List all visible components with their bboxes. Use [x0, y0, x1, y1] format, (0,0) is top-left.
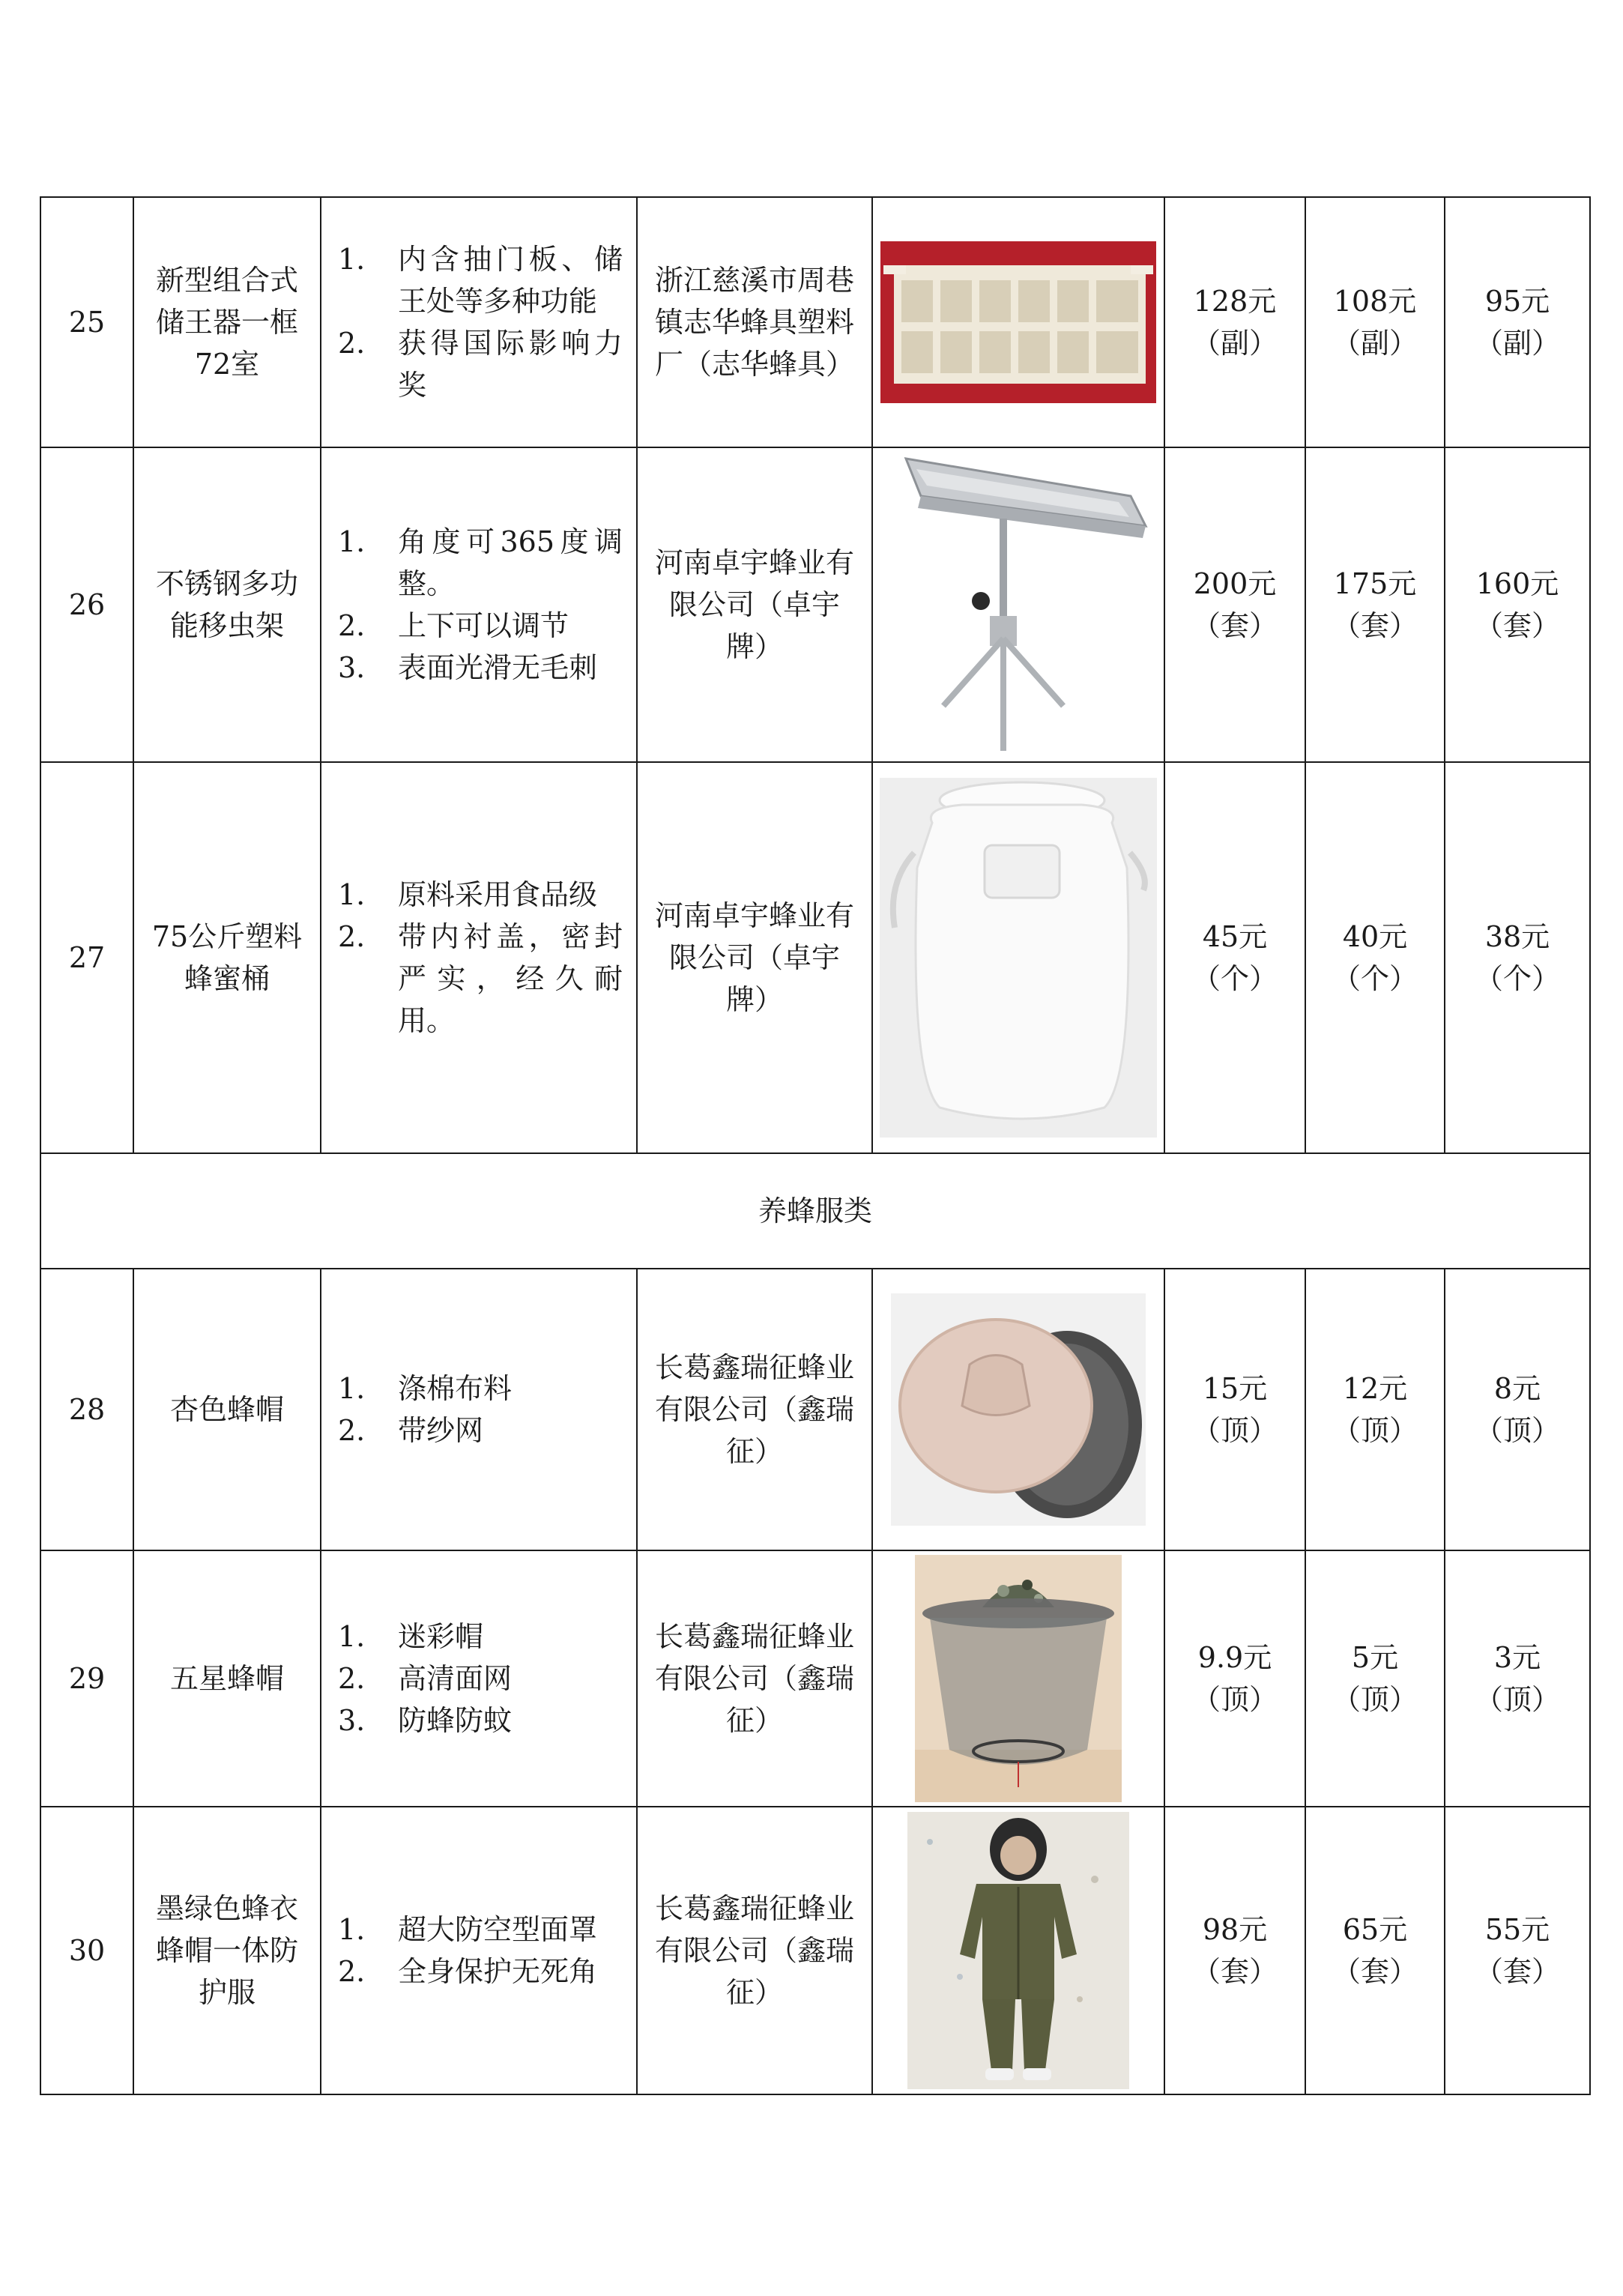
feature-item	[338, 1909, 623, 1951]
feature-item	[338, 605, 623, 647]
product-number: 28	[40, 1269, 133, 1550]
feature-item	[338, 1700, 623, 1741]
price-amount: 45元	[1202, 920, 1268, 953]
product-image-cell	[872, 447, 1164, 762]
feature-number: 2.	[338, 609, 366, 642]
price-amount: 8元	[1493, 1372, 1541, 1405]
price-unit: （个）	[1191, 962, 1278, 995]
price-unit: （顶）	[1332, 1414, 1418, 1447]
price-amount: 15元	[1202, 1372, 1268, 1405]
feature-text: 超大防空型面罩	[398, 1913, 598, 1946]
feature-item	[338, 322, 623, 406]
price-tier-2	[1305, 197, 1445, 447]
price-tier-3	[1445, 1550, 1590, 1807]
product-row	[40, 1807, 1590, 2094]
feature-text: 迷彩帽	[398, 1620, 484, 1653]
feature-number: 2.	[338, 1955, 366, 1988]
product-image-cell	[872, 1550, 1164, 1807]
price-tier-1	[1164, 1269, 1305, 1550]
price-unit: （个）	[1332, 962, 1418, 995]
queen-cage-frame-image	[880, 241, 1156, 403]
price-tier-2	[1305, 762, 1445, 1153]
feature-number: 1.	[338, 243, 366, 276]
feature-item	[338, 1658, 623, 1700]
product-features	[321, 1807, 637, 2094]
supplier: 长葛鑫瑞征蜂业有限公司（鑫瑞征）	[637, 1269, 872, 1550]
feature-number: 3.	[338, 1704, 366, 1737]
feature-item	[338, 238, 623, 322]
price-unit: （套）	[1191, 609, 1278, 642]
feature-item	[338, 874, 623, 916]
price-amount: 95元	[1484, 285, 1550, 318]
product-features	[321, 1550, 637, 1807]
feature-text: 表面光滑无毛刺	[398, 651, 598, 684]
product-number: 30	[40, 1807, 133, 2094]
feature-number: 1.	[338, 525, 366, 558]
feature-item	[338, 1368, 623, 1410]
price-unit: （套）	[1191, 1955, 1278, 1988]
feature-text: 防蜂防蚊	[398, 1704, 513, 1737]
price-unit: （套）	[1474, 609, 1560, 642]
feature-number: 2.	[338, 1414, 366, 1447]
product-image-cell	[872, 1269, 1164, 1550]
price-amount: 98元	[1202, 1913, 1268, 1946]
feature-number: 2.	[338, 327, 366, 360]
price-amount: 9.9元	[1197, 1641, 1272, 1674]
price-tier-1	[1164, 197, 1305, 447]
feature-text: 原料采用食品级	[398, 878, 598, 911]
price-amount: 40元	[1342, 920, 1408, 953]
price-tier-2	[1305, 447, 1445, 762]
feature-item	[338, 916, 623, 1042]
feature-number: 1.	[338, 1372, 366, 1405]
product-features	[321, 197, 637, 447]
product-row	[40, 1550, 1590, 1807]
product-name: 墨绿色蜂衣蜂帽一体防护服	[133, 1807, 321, 2094]
price-amount: 65元	[1342, 1913, 1408, 1946]
feature-number: 2.	[338, 1662, 366, 1695]
price-tier-3	[1445, 1269, 1590, 1550]
price-tier-1	[1164, 1807, 1305, 2094]
product-name: 75公斤塑料蜂蜜桶	[133, 762, 321, 1153]
product-number: 25	[40, 197, 133, 447]
feature-item	[338, 647, 623, 689]
product-number: 27	[40, 762, 133, 1153]
feature-item	[338, 521, 623, 605]
price-amount: 3元	[1493, 1641, 1541, 1674]
price-unit: （套）	[1332, 609, 1418, 642]
feature-number: 1.	[338, 1913, 366, 1946]
feature-text: 角度可365度调整。	[398, 525, 623, 600]
price-tier-3	[1445, 447, 1590, 762]
price-tier-1	[1164, 1550, 1305, 1807]
price-tier-2	[1305, 1269, 1445, 1550]
supplier: 河南卓宇蜂业有限公司（卓宇牌）	[637, 447, 872, 762]
camo-veil-hat-image	[915, 1555, 1122, 1802]
price-unit: （顶）	[1474, 1683, 1560, 1716]
price-unit: （套）	[1332, 1955, 1418, 1988]
price-tier-3	[1445, 197, 1590, 447]
product-name: 杏色蜂帽	[133, 1269, 321, 1550]
bee-hat-image	[891, 1293, 1146, 1526]
feature-number: 1.	[338, 1620, 366, 1653]
price-amount: 175元	[1333, 567, 1417, 600]
price-amount: 200元	[1193, 567, 1277, 600]
price-amount: 5元	[1351, 1641, 1399, 1674]
product-name: 五星蜂帽	[133, 1550, 321, 1807]
feature-number: 2.	[338, 920, 366, 953]
supplier: 长葛鑫瑞征蜂业有限公司（鑫瑞征）	[637, 1550, 872, 1807]
price-unit: （顶）	[1332, 1683, 1418, 1716]
feature-item	[338, 1951, 623, 1993]
price-unit: （副）	[1191, 327, 1278, 360]
bee-suit-image	[907, 1812, 1129, 2089]
product-name: 新型组合式储王器一框72室	[133, 197, 321, 447]
product-row	[40, 197, 1590, 447]
price-tier-1	[1164, 447, 1305, 762]
feature-text: 内含抽门板、储王处等多种功能	[398, 243, 623, 318]
price-unit: （副）	[1332, 327, 1418, 360]
price-tier-3	[1445, 1807, 1590, 2094]
price-unit: （副）	[1474, 327, 1560, 360]
tray-tripod-image	[876, 451, 1161, 758]
feature-number: 1.	[338, 878, 366, 911]
product-number: 29	[40, 1550, 133, 1807]
product-row	[40, 1269, 1590, 1550]
feature-item	[338, 1616, 623, 1658]
price-amount: 12元	[1342, 1372, 1408, 1405]
price-unit: （顶）	[1191, 1414, 1278, 1447]
price-unit: （顶）	[1474, 1414, 1560, 1447]
product-name: 不锈钢多功能移虫架	[133, 447, 321, 762]
feature-text: 带纱网	[398, 1414, 484, 1447]
supplier: 浙江慈溪市周巷镇志华蜂具塑料厂（志华蜂具）	[637, 197, 872, 447]
product-features	[321, 762, 637, 1153]
product-number: 26	[40, 447, 133, 762]
feature-text: 带内衬盖，密封严实，经久耐用。	[398, 920, 623, 1037]
feature-text: 高清面网	[398, 1662, 513, 1695]
product-image-cell	[872, 1807, 1164, 2094]
product-price-table	[40, 196, 1591, 2095]
price-unit: （顶）	[1191, 1683, 1278, 1716]
price-amount: 128元	[1193, 285, 1277, 318]
product-row	[40, 762, 1590, 1153]
price-amount: 108元	[1333, 285, 1417, 318]
price-tier-3	[1445, 762, 1590, 1153]
product-image-cell	[872, 762, 1164, 1153]
feature-item	[338, 1410, 623, 1451]
price-unit: （套）	[1474, 1955, 1560, 1988]
supplier: 河南卓宇蜂业有限公司（卓宇牌）	[637, 762, 872, 1153]
supplier: 长葛鑫瑞征蜂业有限公司（鑫瑞征）	[637, 1807, 872, 2094]
price-amount: 55元	[1484, 1913, 1550, 1946]
price-amount: 160元	[1475, 567, 1559, 600]
feature-text: 获得国际影响力奖	[398, 327, 623, 402]
feature-text: 涤棉布料	[398, 1372, 513, 1405]
product-features	[321, 447, 637, 762]
section-title: 养蜂服类	[40, 1153, 1590, 1269]
section-header-row	[40, 1153, 1590, 1269]
price-amount: 38元	[1484, 920, 1550, 953]
product-image-cell	[872, 197, 1164, 447]
feature-text: 上下可以调节	[398, 609, 569, 642]
product-row	[40, 447, 1590, 762]
product-features	[321, 1269, 637, 1550]
price-unit: （个）	[1474, 962, 1560, 995]
feature-number: 3.	[338, 651, 366, 684]
price-tier-2	[1305, 1550, 1445, 1807]
price-tier-1	[1164, 762, 1305, 1153]
honey-bucket-image	[880, 778, 1157, 1138]
price-tier-2	[1305, 1807, 1445, 2094]
feature-text: 全身保护无死角	[398, 1955, 598, 1988]
